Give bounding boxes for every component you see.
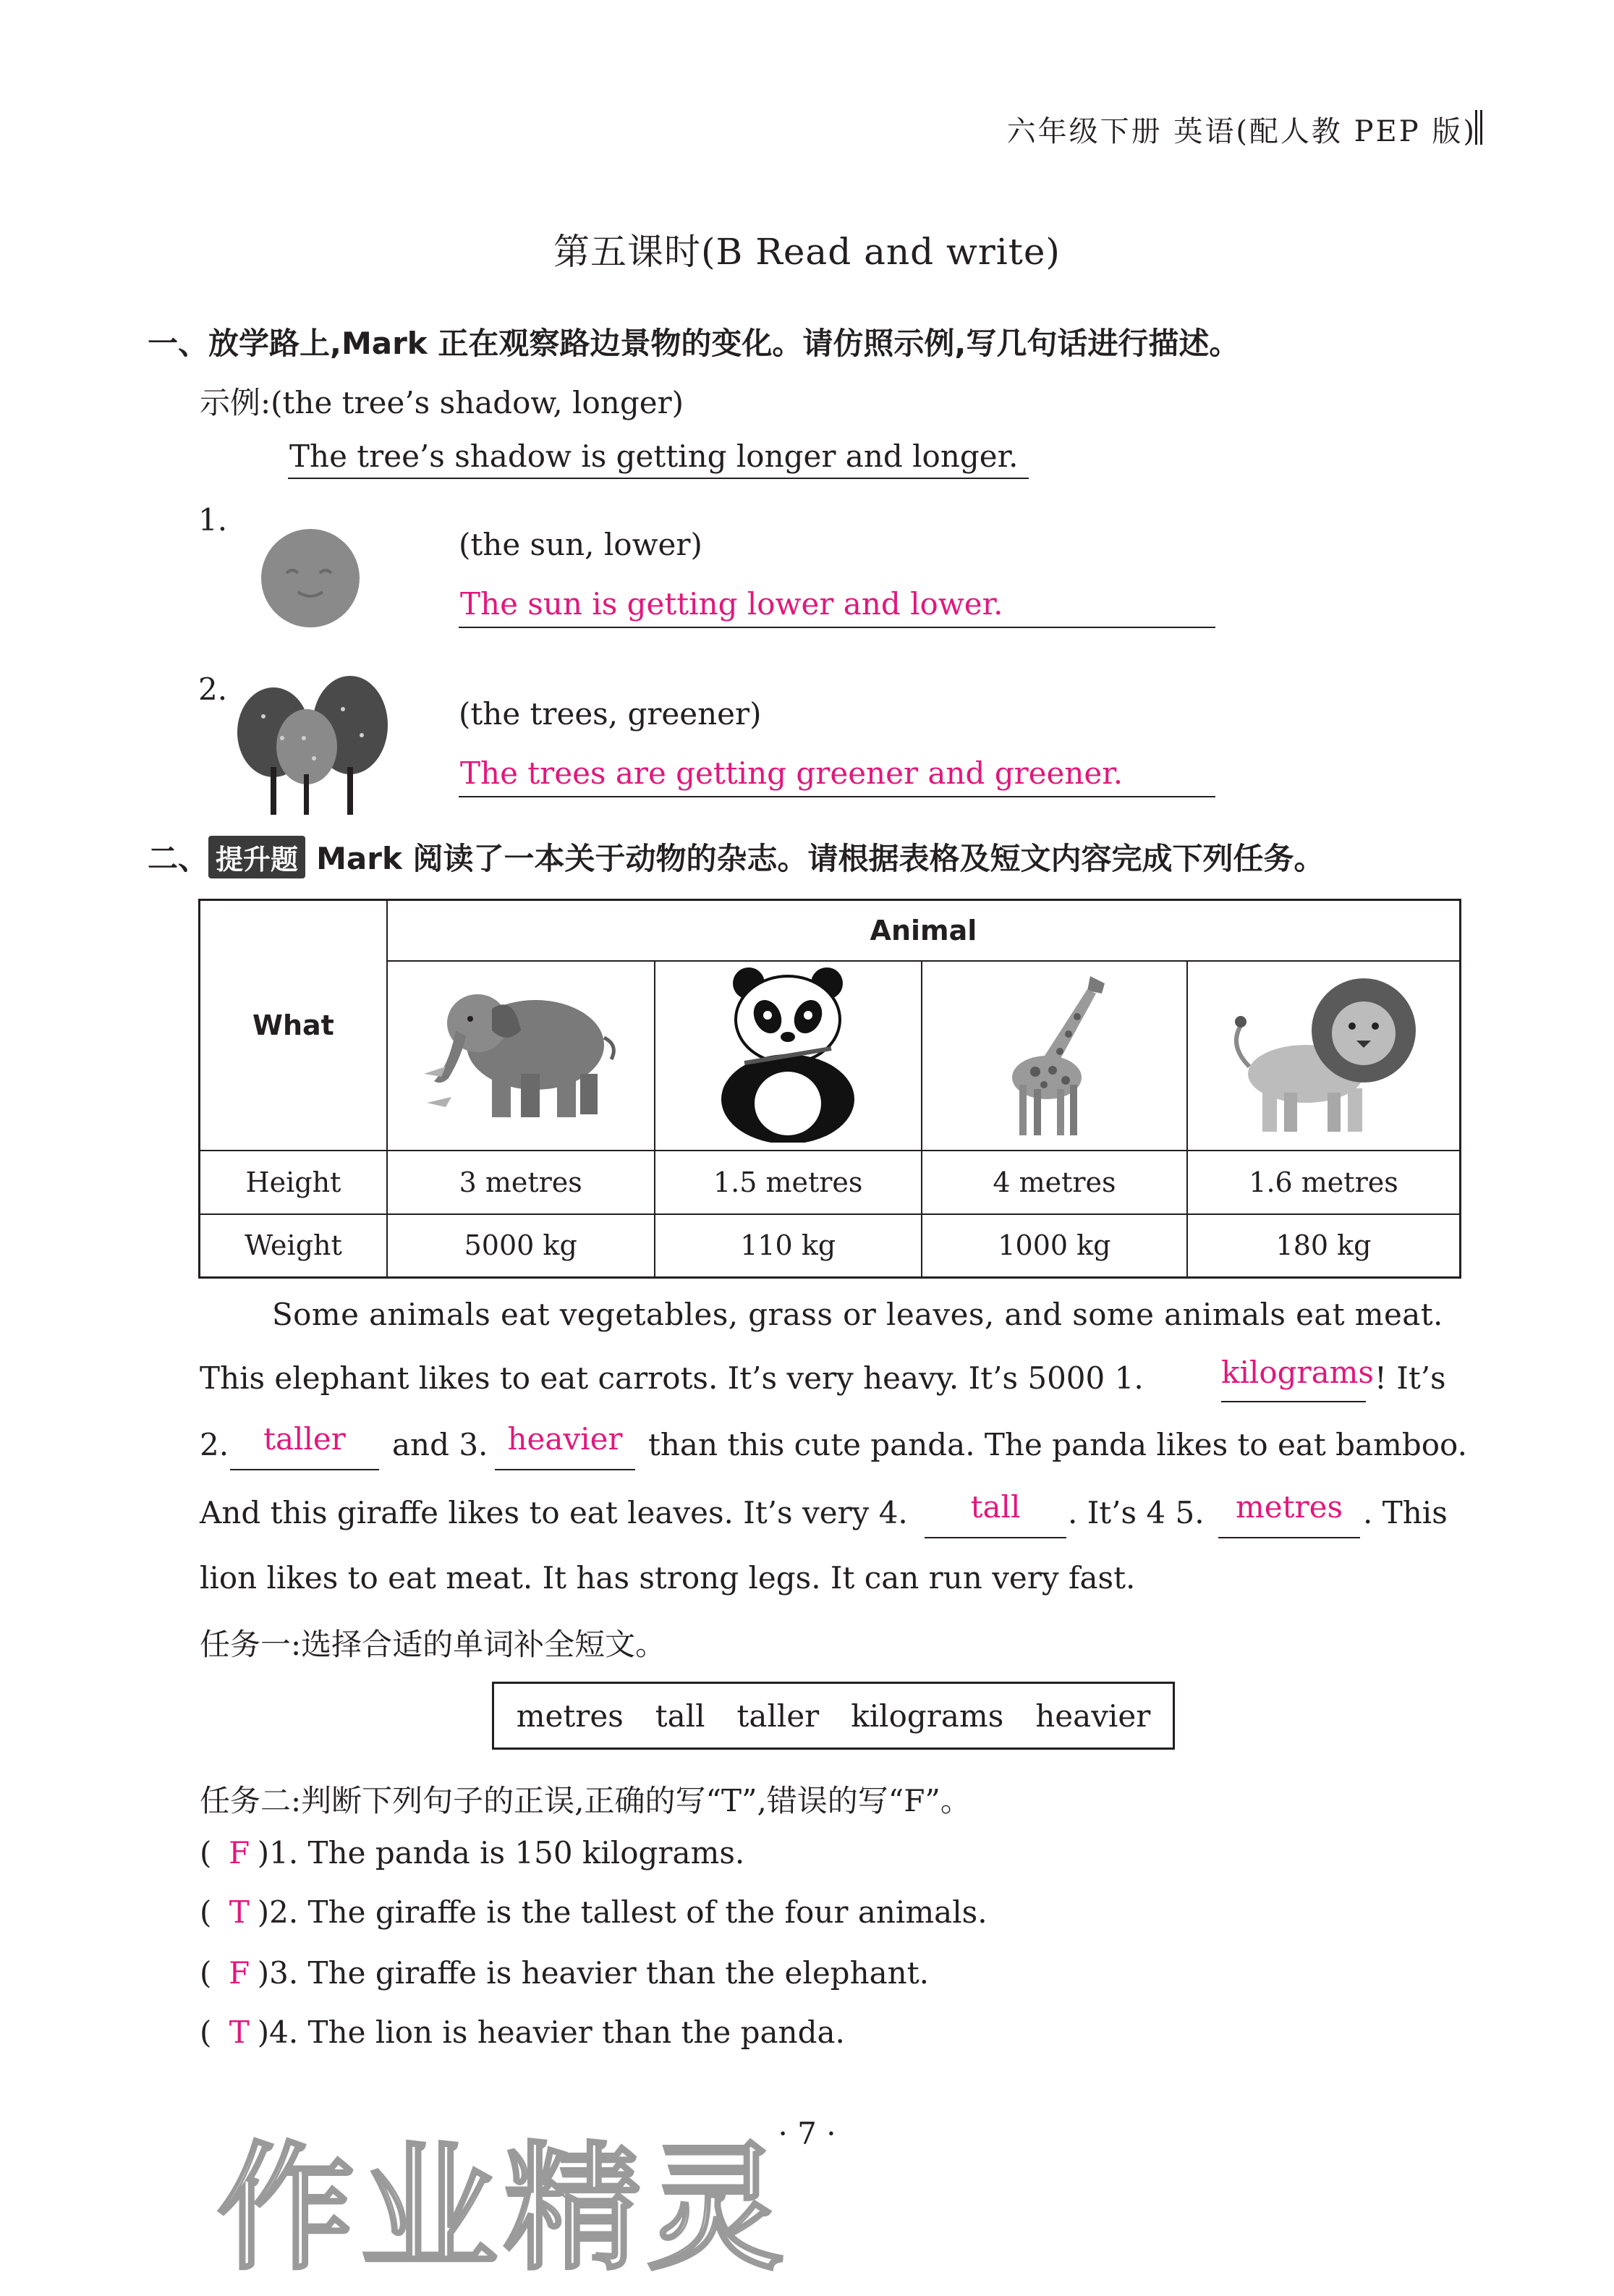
panda-icon: [701, 962, 875, 1143]
passage-line4c: . This: [1363, 1495, 1448, 1530]
passage-line1: Some animals eat vegetables, grass or leaves, and some animals eat meat.: [272, 1297, 1443, 1332]
word-bank: [492, 1682, 1175, 1750]
word-bank-item: kilograms: [851, 1698, 1004, 1734]
word-bank-item: heavier: [1035, 1698, 1151, 1734]
passage-line3a: 2.: [200, 1427, 229, 1462]
task2-text: )2. The giraffe is the tallest of the four animals.: [257, 1894, 987, 1930]
item2-prompt: (the trees, greener): [459, 696, 762, 732]
weight-row-label: Weight: [200, 1214, 387, 1278]
height-panda: 1.5 metres: [655, 1151, 922, 1214]
lesson-title: 第五课时(B Read and write): [553, 231, 1061, 273]
blank2-answer: taller: [263, 1421, 346, 1457]
task2-text: )4. The lion is heavier than the panda.: [257, 2015, 845, 2050]
item1-underline: [459, 627, 1215, 628]
task2-item-4: [200, 2015, 845, 2050]
task2-answer: F: [229, 1835, 250, 1871]
open-paren: (: [200, 2015, 221, 2050]
task2-item-2: [200, 1894, 987, 1930]
giraffe-icon: [982, 962, 1126, 1143]
height-lion: 1.6 metres: [1187, 1151, 1460, 1214]
weight-giraffe: 1000 kg: [922, 1214, 1187, 1278]
passage-line5: lion likes to eat meat. It has strong legs. It can run very fast.: [200, 1560, 1136, 1596]
task2-text: )1. The panda is 150 kilograms.: [257, 1835, 745, 1871]
blank3-line: [495, 1469, 635, 1470]
blank5-line: [1218, 1537, 1360, 1538]
blank5-answer: metres: [1235, 1489, 1343, 1525]
word-bank-item: taller: [736, 1698, 820, 1734]
height-giraffe: 4 metres: [922, 1151, 1187, 1214]
weight-panda: 110 kg: [655, 1214, 922, 1278]
blank4-line: [925, 1537, 1066, 1538]
task2-heading: 任务二:判断下列句子的正误,正确的写“T”,错误的写“F”。: [200, 1783, 971, 1818]
item2-answer: The trees are getting greener and greener.: [460, 755, 1124, 791]
trees-icon: [234, 666, 389, 815]
height-elephant: 3 metres: [387, 1151, 655, 1214]
word-bank-item: metres: [516, 1698, 624, 1734]
blank1-line: [1221, 1401, 1366, 1402]
section2-number: 二、: [148, 841, 209, 876]
passage-line3c: than this cute panda. The panda likes to eat bamboo.: [648, 1427, 1467, 1462]
task2-answer: T: [229, 2015, 250, 2050]
sun-icon: [258, 525, 363, 631]
blank2-line: [230, 1469, 379, 1470]
task2-answer: T: [229, 1894, 250, 1930]
height-row-label: Height: [200, 1151, 387, 1214]
table-group-header: Animal: [387, 900, 1461, 961]
weight-elephant: 5000 kg: [387, 1214, 655, 1278]
table-corner: What: [200, 900, 387, 1151]
elephant-icon: [412, 965, 629, 1139]
page-number: · 7 ·: [778, 2116, 836, 2151]
watermark-logo: 作业精灵: [217, 2129, 791, 2289]
open-paren: (: [200, 1955, 221, 1991]
panda-cell: [655, 961, 922, 1151]
section2-heading-row: [148, 835, 1325, 878]
passage-line4b: . It’s 4 5.: [1068, 1495, 1205, 1530]
difficulty-tag: 提升题: [208, 836, 305, 878]
task1-heading: 任务一:选择合适的单词补全短文。: [200, 1627, 666, 1662]
item2-underline: [459, 796, 1215, 797]
example-label: 示例:(the tree’s shadow, longer): [200, 385, 684, 420]
item1-answer: The sun is getting lower and lower.: [460, 586, 1003, 622]
animal-table: [198, 899, 1461, 1279]
passage-line3b: and 3.: [392, 1427, 488, 1462]
open-paren: (: [200, 1835, 221, 1871]
item1-prompt: (the sun, lower): [459, 527, 702, 562]
passage-line2a: This elephant likes to eat carrots. It’s very heavy. It’s 5000 1.: [200, 1360, 1144, 1396]
blank1-answer: kilograms: [1221, 1355, 1374, 1390]
lion-icon: [1226, 965, 1422, 1139]
example-underline: [288, 478, 1029, 479]
task2-item-1: [200, 1835, 744, 1871]
task2-answer: F: [229, 1955, 250, 1991]
item1-number: 1.: [198, 502, 228, 538]
item2-number: 2.: [198, 672, 228, 707]
weight-lion: 180 kg: [1187, 1214, 1460, 1278]
example-answer: The tree’s shadow is getting longer and longer.: [289, 439, 1019, 474]
passage-line4a: And this giraffe likes to eat leaves. It’s very 4.: [200, 1495, 908, 1530]
open-paren: (: [200, 1894, 221, 1930]
passage-line2b: ! It’s: [1375, 1360, 1446, 1396]
task2-text: )3. The giraffe is heavier than the elephant.: [257, 1955, 929, 1991]
section1-heading: 一、放学路上,Mark 正在观察路边景物的变化。请仿照示例,写几句话进行描述。: [148, 326, 1240, 361]
blank3-answer: heavier: [507, 1421, 623, 1457]
page-header: 六年级下册 英语(配人教 PEP 版): [1006, 115, 1477, 148]
blank4-answer: tall: [970, 1489, 1021, 1525]
elephant-cell: [387, 961, 655, 1151]
giraffe-cell: [922, 961, 1187, 1151]
header-bar: [1475, 110, 1482, 145]
section2-heading: Mark 阅读了一本关于动物的杂志。请根据表格及短文内容完成下列任务。: [316, 841, 1325, 876]
lion-cell: [1187, 961, 1460, 1151]
word-bank-item: tall: [655, 1698, 705, 1734]
task2-item-3: [200, 1955, 929, 1991]
